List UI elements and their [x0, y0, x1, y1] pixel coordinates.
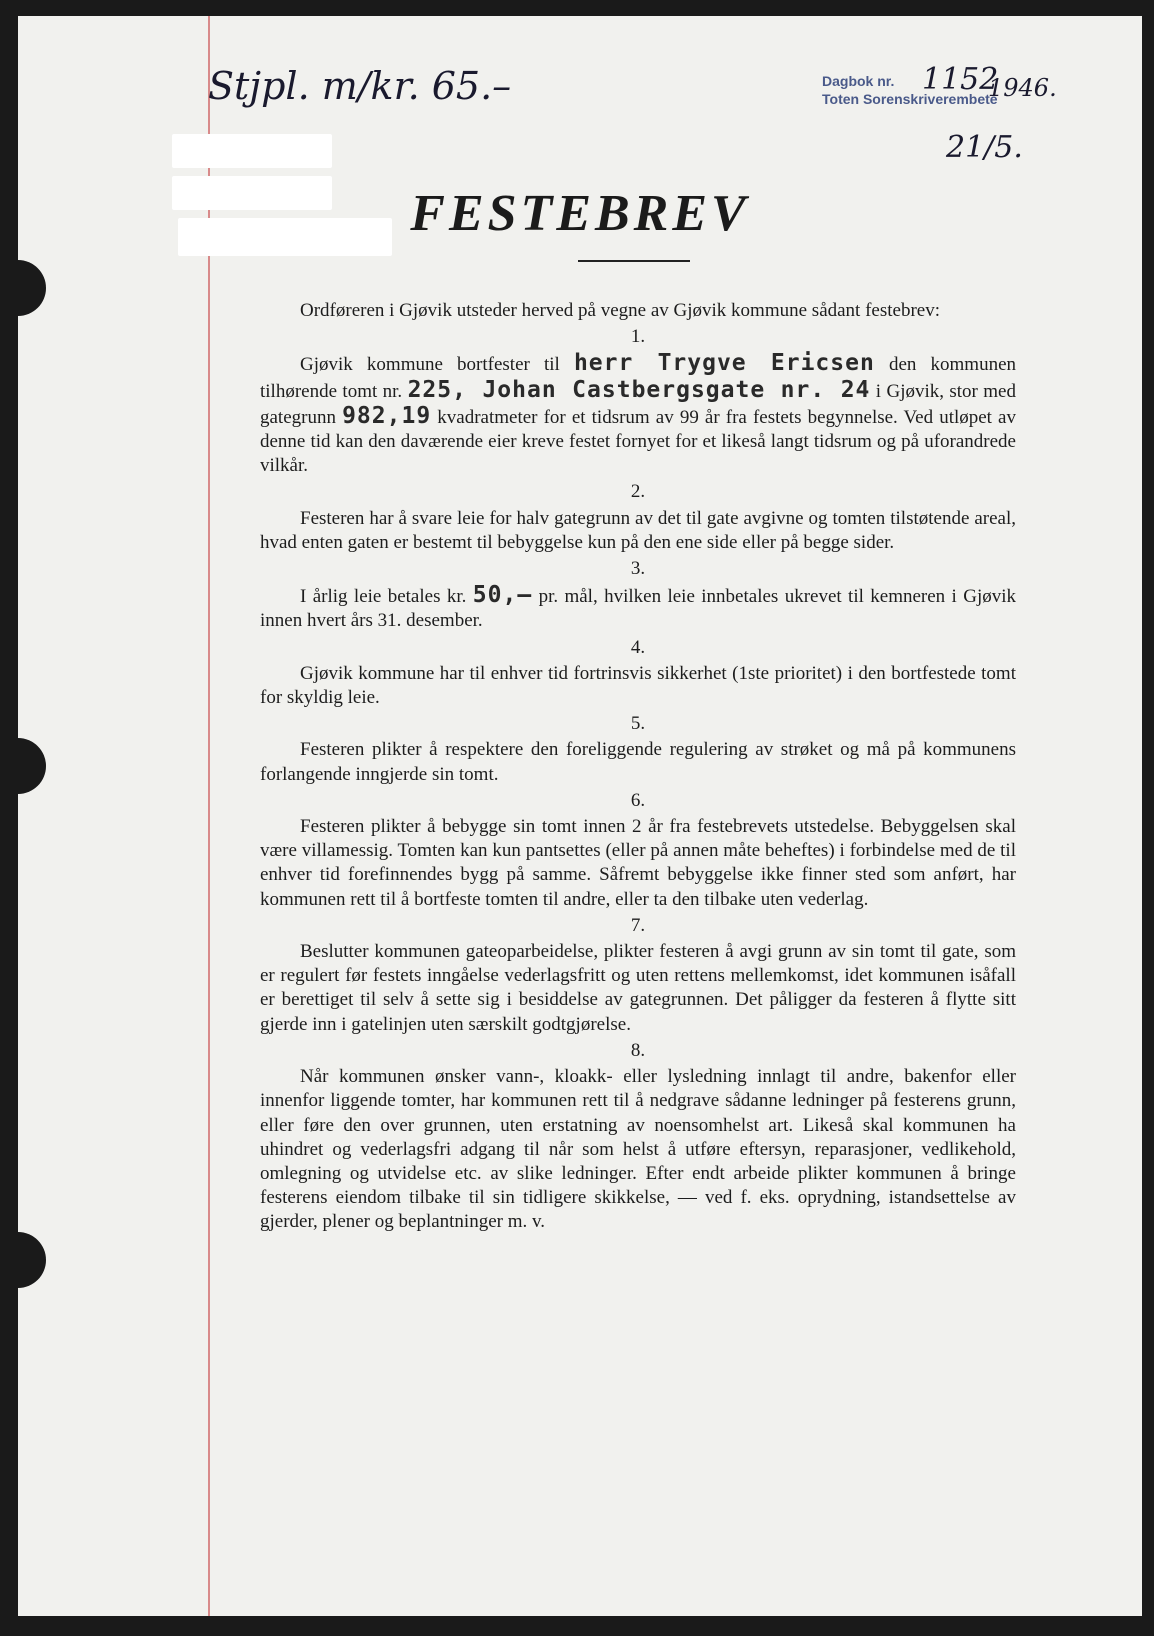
section-number: 7.: [630, 914, 646, 936]
diary-year: 1946.: [988, 74, 1057, 102]
document-body: [260, 299, 1016, 1235]
section-number: 3.: [630, 558, 646, 580]
section-number: 4.: [630, 636, 646, 658]
section-1-part-d: kvadratmeter for et tidsrum av 99 år fra festets begynnelse. Ved utløpet av denne tid kan den daværende eier kreve festet fornyet for et likeså langt tidsrum og på uforandrede vilkår.: [260, 406, 1016, 477]
section-number: 1.: [630, 326, 646, 348]
title-underline: [578, 260, 690, 262]
margin-rule: [208, 16, 210, 1616]
section-1-part-b: den kommunen tilhørende tomt nr.: [260, 354, 1017, 402]
annual-rent: 50,–: [472, 582, 533, 609]
redaction-block: [172, 134, 332, 168]
page-title: FESTEBREV: [410, 185, 750, 242]
section-number: 8.: [630, 1039, 646, 1061]
punch-hole: [18, 260, 46, 316]
section-number: 5.: [630, 713, 646, 735]
registration-date: 21/5.: [946, 130, 1023, 165]
section-1-text: [260, 351, 1016, 478]
section-6-text: Festeren plikter å bebygge sin tomt innen 2 år fra festebrevets utstedelse. Bebyggelsen skal være villamessig. Tomten kan kun pantsettes (eller på annen måte beheftes) i forbindelse med de til enhver tid forefinnendes bygg på samme. Såfremt bebyggelse ikke finner sted som anført, har kommunen rett til å bortfeste tomten til andre, eller ta den tilbake uten vederlag.: [260, 816, 1016, 910]
plot-area: 982,19: [342, 402, 432, 429]
section-8-text: Når kommunen ønsker vann-, kloakk- eller lysledning innlagt til andre, bakenfor eller innenfor liggende tomter, har kommunen rett til å nedgrave sådanne ledninger på festerens grunn, eller føre den over grunnen, uten erstatning av noensomhelst art. Likeså skal kommunen ha uhindret og vederlagsfri adgang til når som helst å utføre eftersyn, reparasjoner, vedlikehold, omlegning og utvidelse etc. av slike ledninger. Efter endt arbeide plikter kommunen å bringe festerens eiendom tilbake til sin tidligere skikkelse, — ved f. eks. oprydning, istandsettelse av gjerder, plener og beplantninger m. v.: [260, 1066, 1016, 1233]
section-4-text: Gjøvik kommune har til enhver tid fortrinsvis sikkerhet (1ste prioritet) i den bortfestede tomt for skyldig leie.: [260, 662, 1016, 709]
section-number: 6.: [630, 789, 646, 811]
punch-hole: [18, 738, 46, 794]
handwritten-fee: Stjpl. m/kr. 65.–: [208, 64, 512, 108]
section-5-text: Festeren plikter å respektere den foreliggende regulering av strøket og må på kommunens forlangende inngjerde sin tomt.: [260, 739, 1016, 785]
document-page: [18, 16, 1142, 1616]
section-3-text: [260, 583, 1016, 633]
section-7-text: Beslutter kommunen gateoparbeidelse, plikter festeren å avgi grunn av sin tomt til gate, som er regulert før festets inngåelse vederlagsfritt og uten rettens mellemkomst, idet kommunen isåfall er berettiget til selv å sette sig i besiddelse av gategrunnen. Det påligger da festeren å flytte sitt gjerde inn i gatelinjen uten særskilt godtgjørelse.: [260, 941, 1016, 1035]
section-2-text: Festeren har å svare leie for halv gategrunn av det til gate avgivne og tomten tilstøtende areal, hvad enten gaten er bestemt til bebyggelse kun på den ene side eller på begge sider.: [260, 507, 1016, 553]
stamp-label: Dagbok nr.: [822, 73, 895, 89]
lessee-name: herr Trygve Ericsen: [573, 350, 875, 377]
section-3-part-a: I årlig leie betales kr.: [300, 586, 467, 608]
punch-hole: [18, 1232, 46, 1288]
section-3-part-b: pr. mål, hvilken leie innbetales ukrevet til kemneren i Gjøvik innen hvert års 31. desember.: [260, 586, 1016, 632]
plot-address: 225, Johan Castbergsgate nr. 24: [407, 376, 871, 403]
diary-number: 1152: [922, 62, 999, 97]
section-1-part-a: Gjøvik kommune bortfester til: [300, 354, 560, 376]
stamp-office: Toten Sorenskriverembete: [822, 91, 998, 107]
section-1-part-c: i Gjøvik, stor med gategrunn: [260, 380, 1016, 428]
section-number: 2.: [630, 481, 646, 503]
intro-paragraph: Ordføreren i Gjøvik utsteder herved på vegne av Gjøvik kommune sådant festebrev:: [300, 300, 940, 321]
